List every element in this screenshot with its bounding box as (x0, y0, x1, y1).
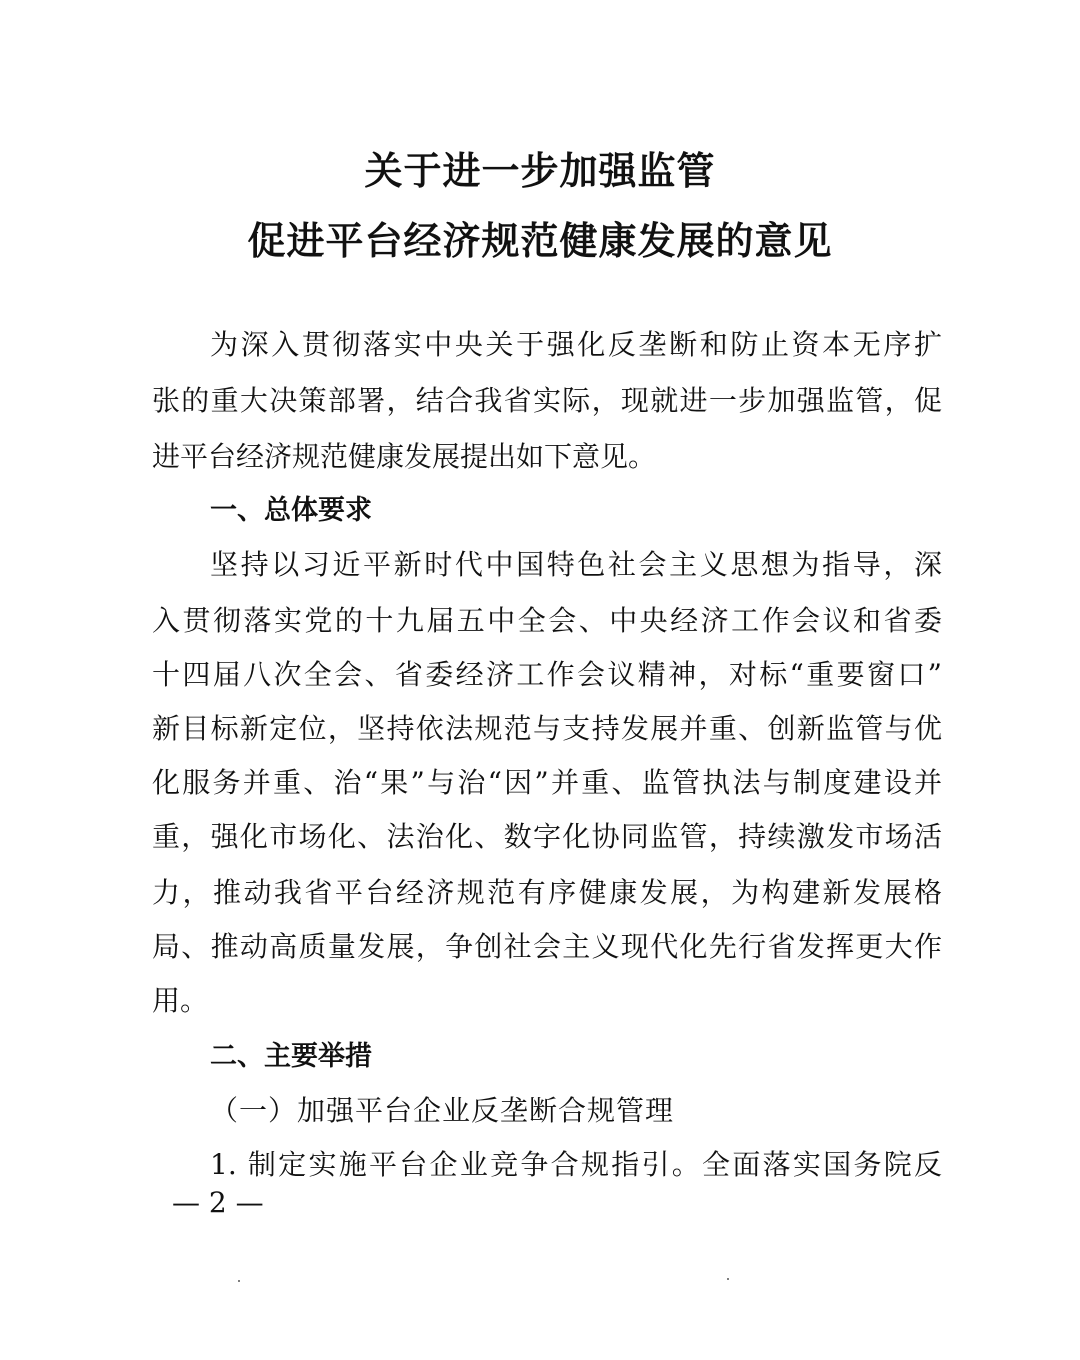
paragraph-line: 力，推动我省平台经济规范有序健康发展，为构建新发展格 (152, 876, 942, 909)
document-title-line-1: 关于进一步加强监管 (364, 149, 716, 193)
paragraph-line: 局、推动高质量发展，争创社会主义现代化先行省发挥更大作 (152, 930, 942, 963)
page-number: — 2 — (172, 1186, 264, 1219)
item-line: 1. 制定实施平台企业竞争合规指引。全面落实国务院反 (210, 1148, 942, 1181)
paragraph-line: 用。 (152, 984, 209, 1017)
scan-speck (727, 1278, 729, 1280)
paragraph-line: 坚持以习近平新时代中国特色社会主义思想为指导，深 (210, 548, 942, 581)
paragraph-line: 十四届八次全会、省委经济工作会议精神，对标“重要窗口” (152, 658, 942, 691)
section-heading-main-measures: 二、主要举措 (210, 1041, 372, 1072)
section-heading-general-requirements: 一、总体要求 (210, 495, 372, 526)
intro-line: 张的重大决策部署，结合我省实际，现就进一步加强监管，促 (152, 384, 942, 417)
intro-line: 进平台经济规范健康发展提出如下意见。 (152, 440, 657, 473)
subsection-heading: （一）加强平台企业反垄断合规管理 (210, 1094, 675, 1127)
scan-speck (238, 1280, 240, 1282)
intro-line: 为深入贯彻落实中央关于强化反垄断和防止资本无序扩 (210, 328, 942, 361)
paragraph-line: 入贯彻落实党的十九届五中全会、中央经济工作会议和省委 (152, 604, 942, 637)
paragraph-line: 新目标新定位，坚持依法规范与支持发展并重、创新监管与优 (152, 712, 942, 745)
document-title-line-2: 促进平台经济规范健康发展的意见 (247, 219, 833, 263)
paragraph-line: 重，强化市场化、法治化、数字化协同监管，持续激发市场活 (152, 820, 942, 853)
paragraph-line: 化服务并重、治“果”与治“因”并重、监管执法与制度建设并 (152, 766, 942, 799)
